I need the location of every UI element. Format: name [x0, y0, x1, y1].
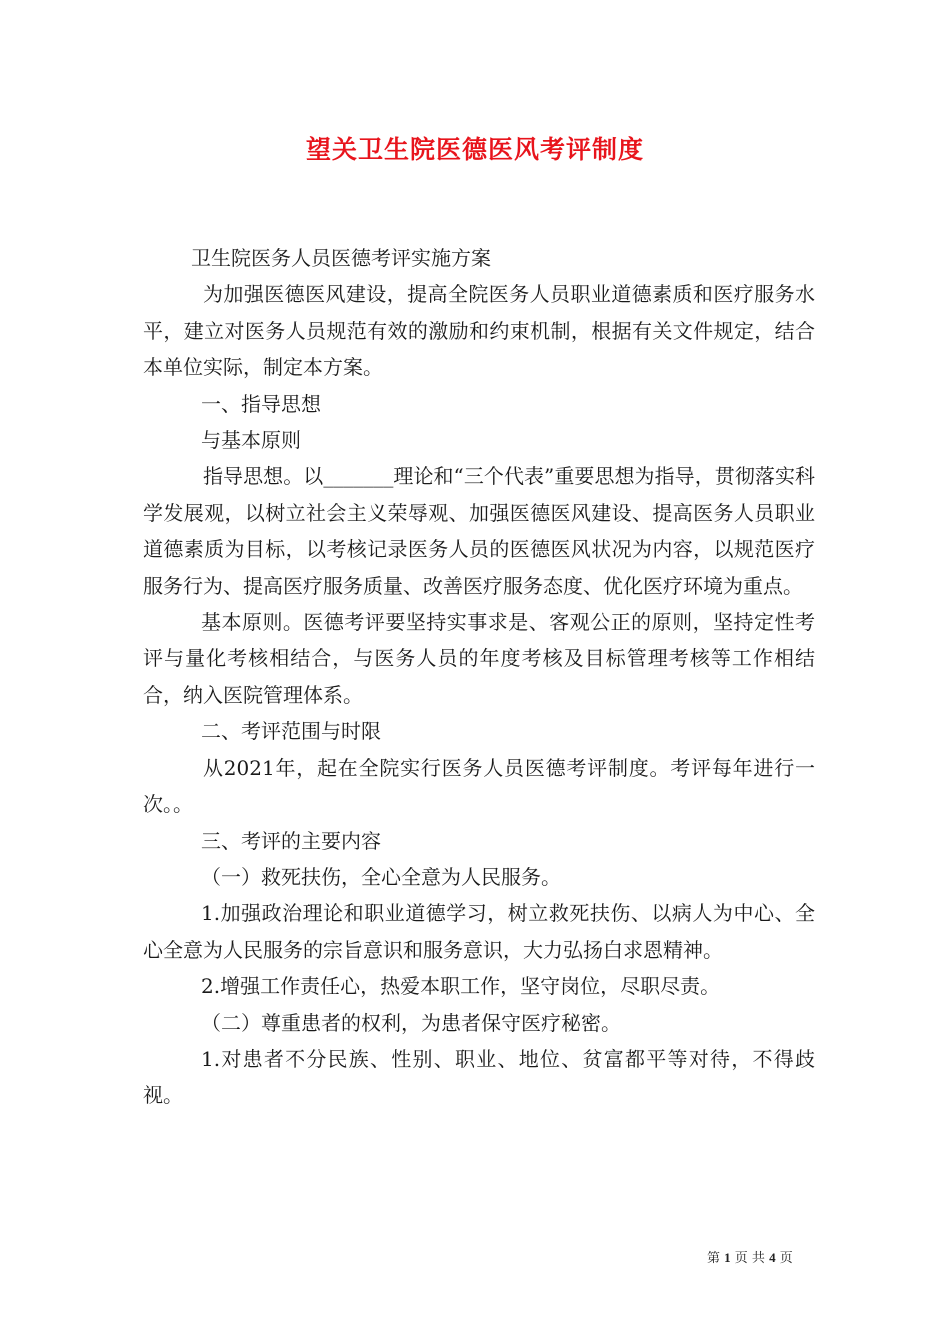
list-item: 2.增强工作责任心，热爱本职工作，坚守岗位，尽职尽责。: [201, 974, 721, 999]
list-item: 1.对患者不分民族、性别、职业、地位、贫富都平等对待，不得歧视。: [143, 1046, 815, 1108]
list-item: 1.加强政治理论和职业道德学习，树立救死扶伤、以病人为中心、全心全意为人民服务的宗旨意识和服务意识，大力弘扬白求恩精神。: [143, 901, 815, 962]
subheading: （一）救死扶伤，全心全意为人民服务。: [201, 864, 561, 889]
section-subtitle: 卫生院医务人员医德考评实施方案: [191, 246, 491, 270]
current-page-number: 1: [724, 1250, 731, 1265]
heading-content: 三、考评的主要内容: [201, 828, 381, 853]
footer-middle: 页 共: [734, 1251, 765, 1266]
heading-basic-principles: 与基本原则: [201, 428, 301, 453]
footer-suffix: 页: [779, 1251, 793, 1266]
footer-prefix: 第: [707, 1251, 721, 1266]
total-pages-number: 4: [769, 1250, 776, 1265]
paragraph: 为加强医德医风建设，提高全院医务人员职业道德素质和医疗服务水平，建立对医务人员规范有效的激励和约束机制，根据有关文件规定，结合本单位实际，制定本方案。: [143, 282, 815, 380]
paragraph: 基本原则。医德考评要坚持实事求是、客观公正的原则，坚持定性考评与量化考核相结合，与医务人员的年度考核及目标管理考核等工作相结合，纳入医院管理体系。: [143, 610, 815, 707]
paragraph: 从2021年，起在全院实行医务人员医德考评制度。考评每年进行一次。。: [143, 755, 815, 817]
page-number-footer: [707, 1249, 793, 1268]
document-title: 望关卫生院医德医风考评制度: [305, 135, 644, 164]
document-body: [143, 240, 815, 1114]
paragraph: 指导思想。以_______理论和“三个代表”重要思想为指导，贯彻落实科学发展观，以树立社会主义荣辱观、加强医德医风建设、提高医务人员职业道德素质为目标，以考核记录医务人员的医德医风状况为内容，以规范医疗服务行为、提高医疗服务质量、改善医疗服务态度、优化医疗环境为重点。: [143, 464, 815, 598]
heading-guiding-thought: 一、指导思想: [201, 391, 321, 416]
subheading: （二）尊重患者的权利，为患者保守医疗秘密。: [201, 1010, 621, 1035]
heading-scope: 二、考评范围与时限: [201, 719, 381, 744]
